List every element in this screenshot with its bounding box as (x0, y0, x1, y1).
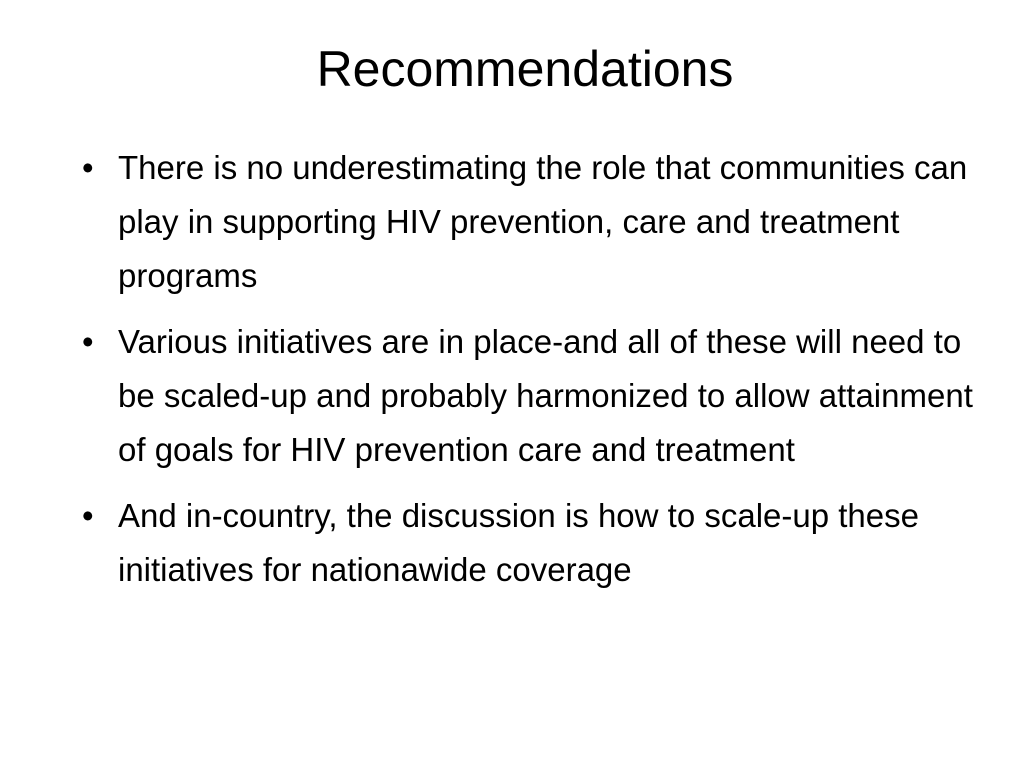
bullet-icon: • (82, 323, 94, 360)
bullet-list (78, 141, 978, 609)
bullet-icon: • (82, 497, 94, 534)
bullet-text: There is no underestimating the role that communities can play in supporting HIV prevention, care and treatment programs (118, 149, 968, 294)
slide-title: Recommendations (316, 41, 734, 97)
bullet-item-3 (78, 489, 978, 597)
bullet-text: And in-country, the discussion is how to scale-up these initiatives for nationawide coverage (118, 497, 919, 588)
bullet-text: Various initiatives are in place-and all of these will need to be scaled-up and probably harmonized to allow attainment of goals for HIV prevention care and treatment (118, 323, 973, 468)
bullet-icon: • (82, 149, 94, 186)
bullet-item-2 (78, 315, 978, 477)
bullet-item-1 (78, 141, 978, 303)
